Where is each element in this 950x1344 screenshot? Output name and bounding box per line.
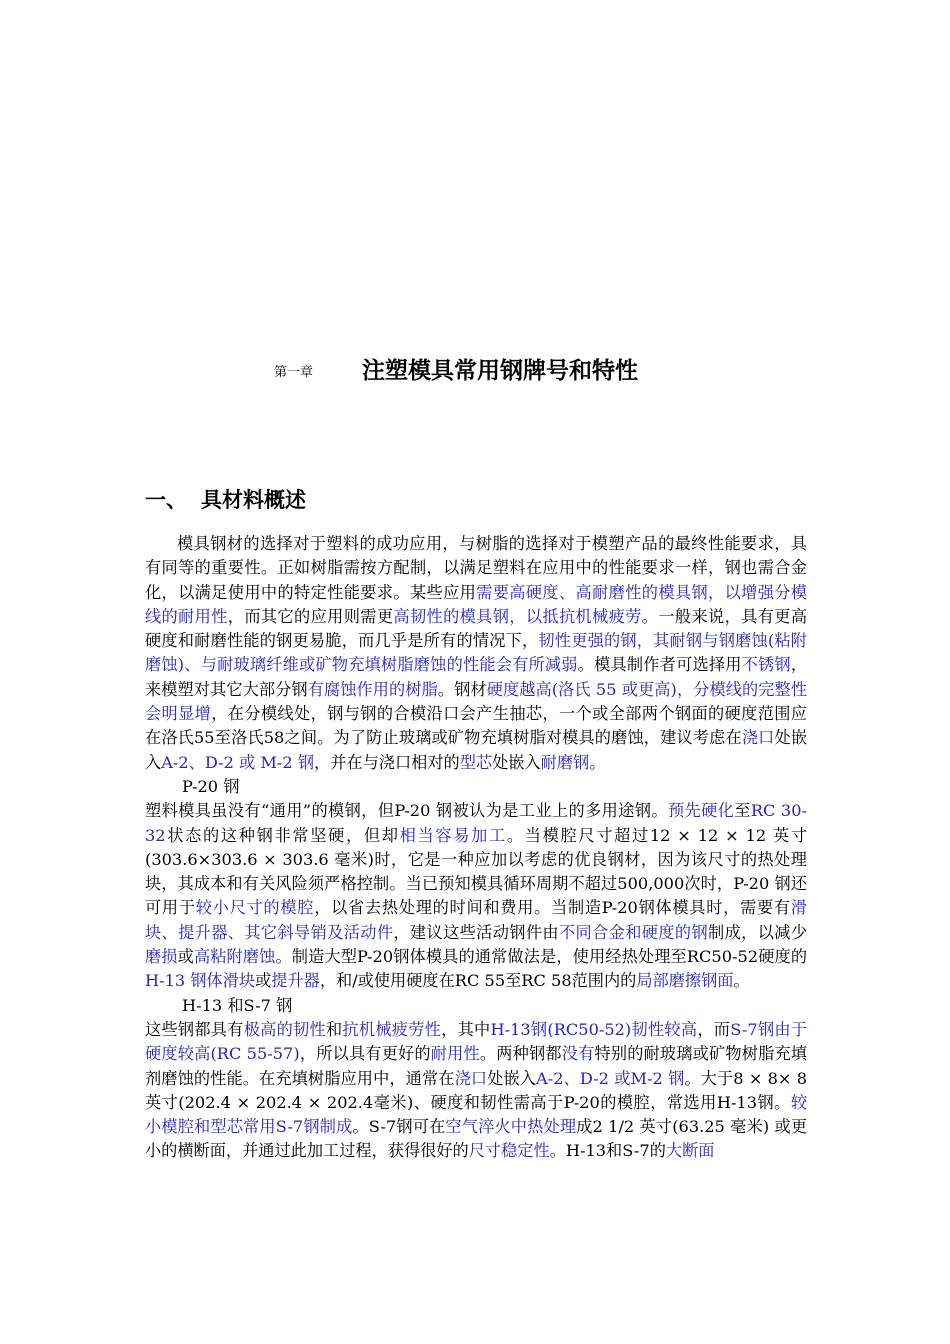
text-run: 。两种钢都 bbox=[479, 1044, 562, 1064]
text-run: 这些钢都具有 bbox=[145, 1019, 244, 1039]
text-run: ，建议这些活动钢件由 bbox=[393, 922, 559, 942]
text-run: 特别的耐玻璃或矿物树脂充填剂磨蚀的性能。在充填树脂应用中，通常在 bbox=[145, 1044, 808, 1088]
text-run: 模具钢材的选择对于塑料的成功应用，与树脂的选择对于模塑产品的最终性能要求，具有同等的重要性。正如树脂需按方配制，以满足塑料在应用中的性能要求一样，钢也需合金化，以满足使用中的特定性能要求。某些应用 bbox=[145, 534, 807, 602]
text-run: 制成，以减少 bbox=[708, 922, 808, 942]
highlighted-phrase: 需要高硬度、高耐磨性的模具钢，以增强分模线的耐用性 bbox=[145, 582, 808, 626]
text-run: ，所以具有更好的 bbox=[299, 1044, 431, 1064]
highlighted-phrase: H-13 钢体滑块 bbox=[145, 971, 256, 991]
highlighted-phrase: 尺寸稳定性 bbox=[468, 1141, 550, 1161]
chapter-title: 注塑模具常用钢牌号和特性 bbox=[362, 358, 638, 384]
text-run: 。S-7钢可在 bbox=[352, 1117, 446, 1137]
body-text bbox=[145, 532, 807, 1164]
highlighted-phrase: 浇口 bbox=[454, 1068, 488, 1088]
highlighted-phrase: 局部磨擦钢面 bbox=[636, 971, 734, 991]
text-run: ，并在与浇口相对的 bbox=[314, 752, 460, 772]
highlighted-phrase: 不同合金和硬度的钢 bbox=[558, 922, 709, 942]
highlighted-phrase: 磨损 bbox=[145, 947, 178, 967]
highlighted-phrase: S-7钢由于硬度较高(RC 55-57) bbox=[145, 1019, 808, 1064]
section-number: 一、 bbox=[145, 488, 187, 512]
highlighted-phrase: 型芯 bbox=[459, 752, 493, 772]
section-heading bbox=[145, 484, 306, 514]
highlighted-phrase: 较小模腔和型芯常用S-7钢制成 bbox=[145, 1092, 807, 1137]
highlighted-phrase: 较小尺寸的模腔 bbox=[195, 898, 315, 918]
text-run: 塑料模具虽没有“通用”的模钢，但P-20 钢被认为是工业上的多用途钢。 bbox=[145, 801, 668, 821]
text-run: 。H-13和S-7的 bbox=[549, 1141, 666, 1161]
highlighted-phrase: 浇口 bbox=[741, 728, 775, 748]
highlighted-phrase: 滑块、提升器、其它斜导销及活动件 bbox=[145, 898, 808, 942]
text-run: ，和/或使用硬度在RC 55至RC 58范围内的 bbox=[319, 971, 637, 991]
highlighted-phrase: 耐磨钢 bbox=[540, 752, 590, 772]
text-run: 。一般来说，具有更高硬度和耐磨性能的钢更易脆，而几乎是所有的情况下， bbox=[145, 606, 808, 651]
text-run: 。 bbox=[733, 971, 750, 991]
section-title: 具材料概述 bbox=[201, 488, 306, 512]
highlighted-phrase: A-2、D-2 或M-2 钢 bbox=[536, 1068, 685, 1088]
highlighted-phrase: 极高的韧性 bbox=[243, 1019, 326, 1039]
text-run: ，在分模线处，钢与钢的合模沿口会产生抽芯，一个或全部两个钢面的硬度范围应在洛氏55至洛氏58之间。为了防止玻璃或矿物充填树脂对模具的磨蚀，建议考虑在 bbox=[145, 704, 808, 748]
text-run: H-13 和S-7 钢 bbox=[182, 995, 293, 1015]
text-run: 。模具制作者可选择用 bbox=[577, 655, 742, 675]
text-run: ，其中 bbox=[441, 1019, 491, 1039]
text-run: 至 bbox=[734, 801, 751, 821]
highlighted-phrase: 高粘附磨蚀 bbox=[193, 947, 276, 967]
text-run: 处嵌入 bbox=[487, 1068, 537, 1088]
text-run: 成2 1/2 英寸(63.25 毫米) 或更小的横断面，并通过此加工过程，获得很好的 bbox=[145, 1117, 808, 1161]
highlighted-phrase: 大断面 bbox=[665, 1141, 715, 1161]
text-run: 状态的这种钢非常坚硬，但却 bbox=[165, 825, 400, 845]
highlighted-phrase: 预先硬化 bbox=[667, 801, 735, 821]
highlighted-phrase: 韧性更强的钢，其耐钢与钢磨蚀(粘附磨蚀)、与耐玻璃纤维或矿物充填树脂磨蚀的性能会有所减弱 bbox=[145, 631, 807, 675]
text-run: ，来模塑对其它大部分钢 bbox=[145, 655, 808, 699]
highlighted-phrase: 不锈钢 bbox=[741, 655, 791, 675]
highlighted-phrase: A-2、D-2 或 M-2 钢 bbox=[161, 752, 315, 772]
text-run: 处嵌入 bbox=[145, 728, 808, 772]
highlighted-phrase: H-13钢(RC50-52)韧性较高 bbox=[490, 1019, 698, 1039]
text-run: 。当模腔尺寸超过12 × 12 × 12 英寸(303.6×303.6 × 303.6 毫米)时，它是一种应加以考虑的优良钢材，因为该尺寸的热处理块，其成本和有关风险须严格控制。当已预知模具循环周期不超过500,000次时，P-20 钢还可用于 bbox=[145, 825, 808, 918]
chapter-label: 第一章 bbox=[274, 365, 314, 380]
text-run: 。钢材 bbox=[437, 679, 487, 699]
text-run: 或 bbox=[255, 971, 272, 991]
text-run: 和 bbox=[325, 1019, 343, 1039]
highlighted-phrase: 硬度越高(洛氏 55 或更高)，分模线的完整性会明显增 bbox=[145, 679, 808, 724]
text-run: 处嵌入 bbox=[492, 752, 541, 772]
highlighted-phrase: 空气淬火中热处理 bbox=[445, 1117, 577, 1137]
text-run: 。大于8 × 8× 8 英寸(202.4 × 202.4 × 202.4毫米)、硬度和韧性需高于P-20的模腔，常选用H-13钢。 bbox=[145, 1068, 808, 1112]
highlighted-phrase: 相当容易加工 bbox=[399, 825, 507, 845]
text-run: 或 bbox=[177, 947, 194, 967]
paragraph bbox=[145, 1018, 807, 1164]
text-run: ，以省去热处理的时间和费用。当制造P-20钢体模具时，需要有 bbox=[314, 898, 791, 918]
text-run: P-20 钢 bbox=[182, 776, 240, 796]
text-run: 。 bbox=[589, 752, 606, 772]
text-run: 。制造大型P-20钢体模具的通常做法是，使用经热处理至RC50-52硬度的 bbox=[275, 947, 808, 967]
highlighted-phrase: 有腐蚀作用的树脂 bbox=[307, 679, 438, 699]
highlighted-phrase: 提升器 bbox=[271, 971, 320, 991]
chapter-heading bbox=[0, 350, 950, 390]
subheading bbox=[145, 775, 807, 799]
highlighted-phrase: 耐用性 bbox=[430, 1044, 480, 1064]
subheading bbox=[145, 994, 807, 1018]
text-run: ，而 bbox=[697, 1019, 731, 1039]
paragraph bbox=[145, 532, 807, 775]
highlighted-phrase: 高韧性的模具钢，以抵抗机械疲劳 bbox=[393, 606, 642, 626]
highlighted-phrase: 抗机械疲劳性 bbox=[342, 1019, 442, 1039]
highlighted-phrase: 没有 bbox=[561, 1044, 595, 1064]
highlighted-phrase: RC 30-32 bbox=[145, 801, 807, 845]
text-run: ，而其它的应用则需更 bbox=[227, 606, 394, 626]
paragraph bbox=[145, 799, 807, 993]
